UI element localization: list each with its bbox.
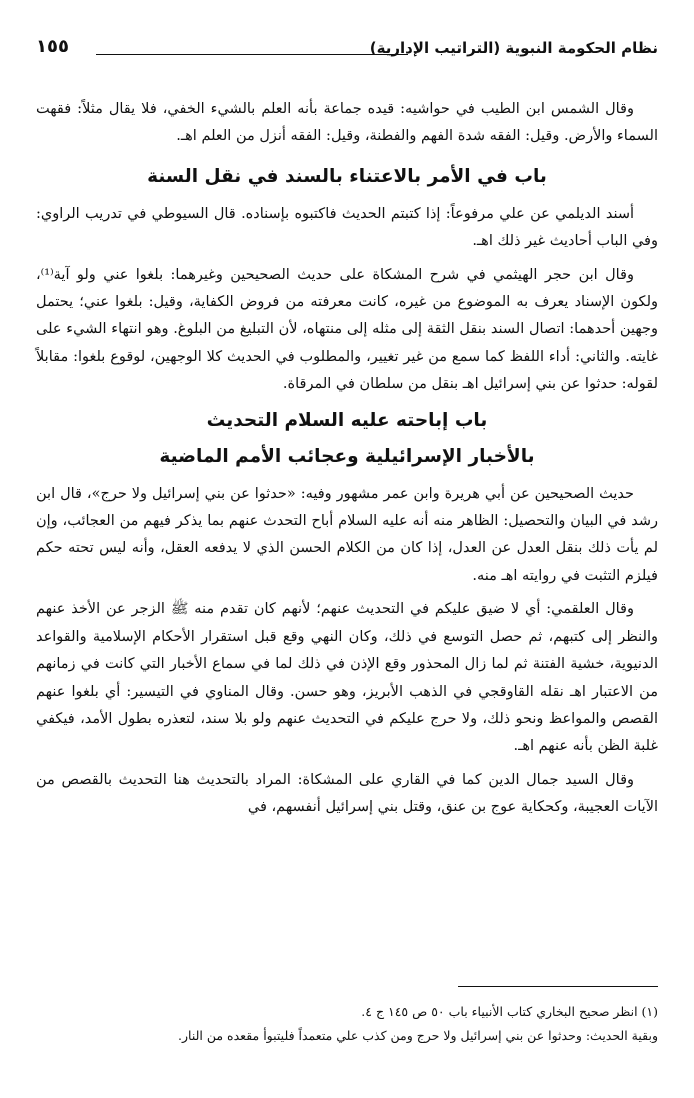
paragraph: وقال الشمس ابن الطيب في حواشيه: قيده جماعة بأنه العلم بالشيء الخفي، فلا يقال مثلاً: فقهت السماء والأرض. وقيل: الفقه شدة الفهم والفطنة، وقيل: الفقه أنزل من العلم اهـ. [36,101,658,145]
page-body [36,96,658,822]
section-heading-line-2: بالأخبار الإسرائيلية وعجائب الأمم الماضية [159,445,535,467]
footnote-1: (١) انظر صحيح البخاري كتاب الأنبياء باب ٥٠ ص ١٤٥ ج ٤. [361,1004,658,1019]
page-header [36,38,658,72]
header-rule [96,54,408,55]
paragraph: وقال السيد جمال الدين كما في القاري على المشكاة: المراد بالتحديث هنا التحديث بالقصص من الآيات العجيبة، وكحكاية عوج بن عنق، وقتل بني إسرائيل أنفسهم، في [36,771,658,816]
page-number: ١٥٥ [36,36,69,57]
paragraph: أسند الديلمي عن علي مرفوعاً: إذا كتبتم الحديث فاكتبوه بإسناده. قال السيوطي في تدريب الراوي: وفي الباب أحاديث غير ذلك اهـ. [36,205,658,250]
section-heading-line-1: باب إباحته عليه السلام التحديث [206,409,488,431]
footnote-rule [458,986,658,987]
paragraph: وقال ابن حجر الهيثمي في شرح المشكاة على حديث الصحيحين وغيرهما: بلغوا عني ولو آية⁽¹⁾، ولكون الإسناد يعرف به الموضوع من غيره، كانت معرفته من فروض الكفاية، وقيل: بلغوا عني؛ يحتمل وجهين أحدهما: اتصال السند بنقل الثقة إلى مثله إلى منتهاه، لأن التبليغ من البلوغ. وهو انتهاء الشيء على غايته. والثاني: أداء اللفظ كما سمع من غير تغيير، والمطلوب في الحديث كلا الوجهين، لوقوع بلغوا: مقابلاً لقوله: حدثوا عن بني إسرائيل اهـ بنقل من سلطان في المرقاة. [36,266,658,393]
paragraph: وقال العلقمي: أي لا ضيق عليكم في التحديث عنهم؛ لأنهم كان تقدم منه ﷺ الزجر عن الأخذ عنهم والنظر إلى كتبهم، ثم حصل التوسع في ذلك، وكان النهي وقع قبل استقرار الأحكام الإسلامية والقواعد الدنيوية، خشية الفتنة ثم لما زال المحذور وقع الإذن في ذلك لما في سماع الأخبار التي كانت في زمانهم من الاعتبار اهـ نقله القاوقجي في الذهب الأبريز، وهو حسن. وقال المناوي في التيسير: أي بلغوا عنهم القصص والمواعظ ونحو ذلك، ولا حرج عليكم في التحديث عنهم ولو بلا سند، لتعذره بطول الأمد، فيكفي غلبة الظن بأنه عنهم اهـ. [36,601,658,755]
paragraph: حديث الصحيحين عن أبي هريرة وابن عمر مشهور وفيه: «حدثوا عن بني إسرائيل ولا حرج»، قال ابن رشد في البيان والتحصيل: الظاهر منه أنه عليه السلام أباح التحدث عنهم بما يذكر فيهم من العجائب، وإن لم يأت ذلك بنقل العدل عن العدل، إذا كان من الكلام الحسن الذي لا يدفعه العقل، وأنه ليس تحته حكم فيلزم التثبت في روايته اهـ منه. [36,485,658,584]
section-heading: باب في الأمر بالاعتناء بالسند في نقل السنة [147,165,547,187]
footnote-continuation: وبقية الحديث: وحدثوا عن بني إسرائيل ولا حرج ومن كذب علي متعمداً فليتبوأ مقعده من النار. [178,1028,658,1043]
footnotes [36,1000,658,1048]
running-title: نظام الحكومة النبوية (التراتيب الإدارية) [369,39,658,57]
